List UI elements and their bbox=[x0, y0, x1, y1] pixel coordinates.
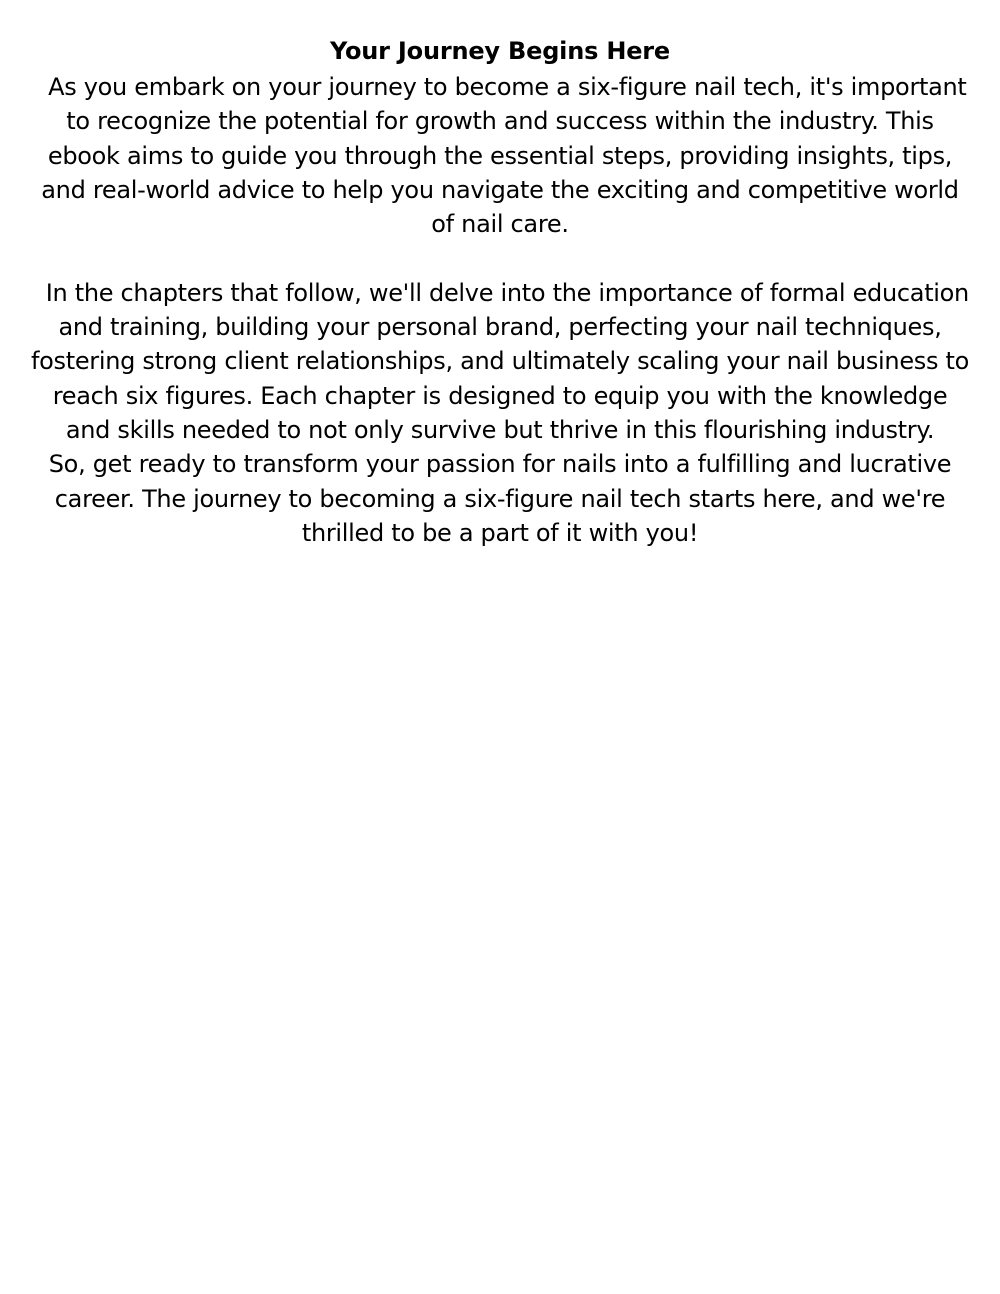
page-title: Your Journey Begins Here bbox=[329, 37, 671, 65]
closing-paragraph: So, get ready to transform your passion for nails into a fulfilling and lucrative career. The journey to becoming a six-figure nail tech starts here, and we're thrilled to be a part of it with you! bbox=[48, 450, 952, 547]
chapters-paragraph: In the chapters that follow, we'll delve into the importance of formal education and training, building your personal brand, perfecting your nail techniques, fostering strong client relationships, and ultimately scaling your nail business to reach six figures. Each chapter is designed to equip you with the knowledge and skills needed to not only survive but thrive in this flourishing industry. bbox=[30, 278, 970, 444]
intro-paragraph: As you embark on your journey to become a six-figure nail tech, it's important to recognize the potential for growth and success within the industry. This ebook aims to guide you through the essential steps, providing insights, tips, and real-world advice to help you navigate the exciting and competitive world of nail care. bbox=[41, 73, 967, 239]
document-page bbox=[30, 32, 970, 550]
paragraph-spacer bbox=[30, 241, 970, 275]
